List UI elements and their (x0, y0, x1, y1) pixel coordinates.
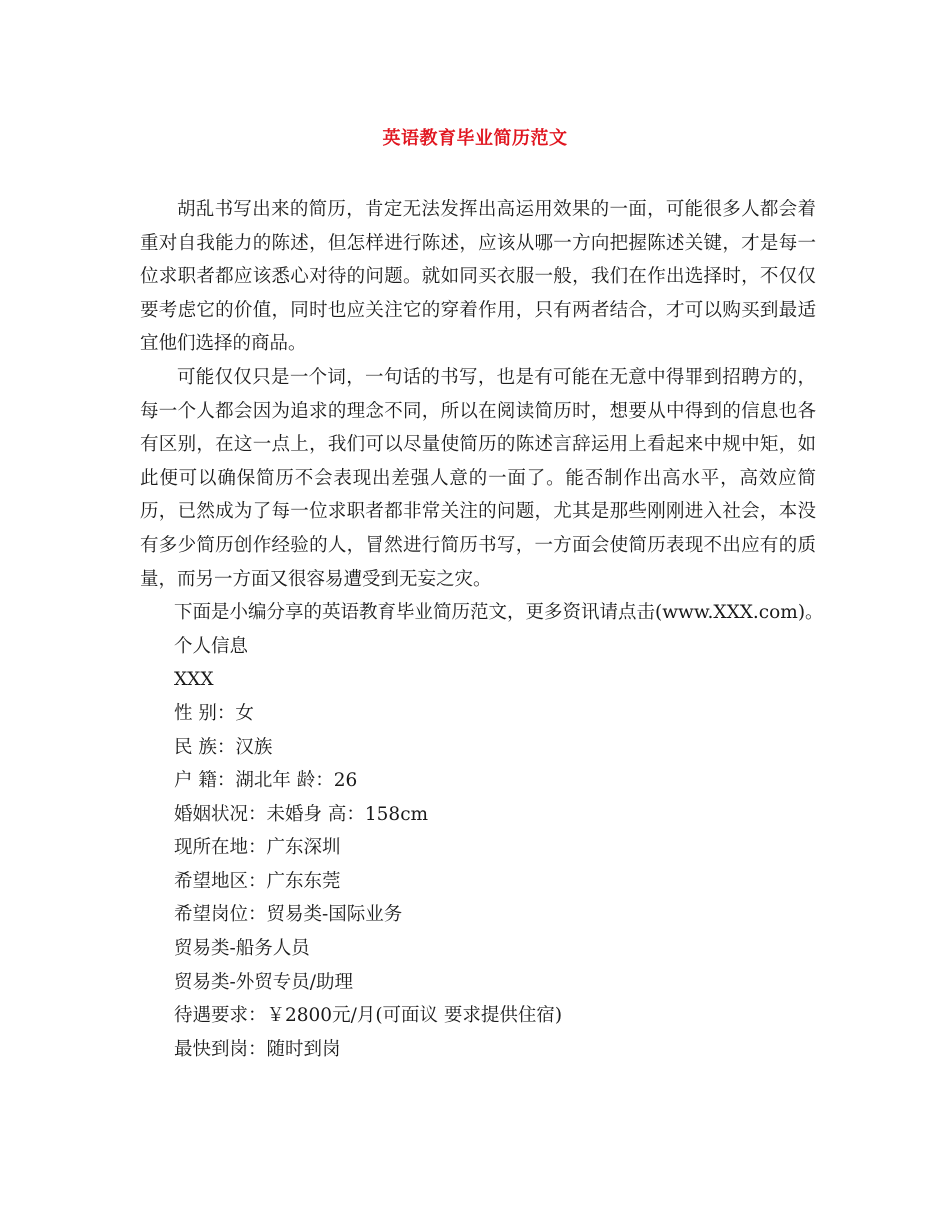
line-position-trade-assistant: 贸易类-外贸专员/助理 (174, 971, 353, 993)
paragraph-intro: 胡乱书写出来的简历，肯定无法发挥出高运用效果的一面，可能很多人都会着重对自我能力的陈述，但怎样进行陈述，应该从哪一方向把握陈述关键，才是每一位求职者都应该悉心对待的问题。就如同买衣服一般，我们在作出选择时，不仅仅要考虑它的价值，同时也应关注它的穿着作用，只有两者结合，才可以购买到最适宜他们选择的商品。 (140, 199, 816, 355)
line-household-age: 户 籍：湖北年 龄：26 (174, 770, 358, 792)
line-position-shipping: 贸易类-船务人员 (174, 938, 310, 960)
line-current-location: 现所在地：广东深圳 (174, 837, 341, 859)
section-heading-personal-info: 个人信息 (174, 635, 249, 657)
line-marital-height: 婚姻状况：未婚身 高：158cm (174, 803, 429, 825)
line-share-note: 下面是小编分享的英语教育毕业简历范文，更多资讯请点击(www.XXX.com)。 (174, 602, 824, 624)
line-gender: 性 别：女 (174, 702, 254, 724)
line-name: XXX (174, 669, 214, 691)
document-body (140, 193, 824, 1066)
line-salary: 待遇要求：￥2800元/月(可面议 要求提供住宿) (174, 1005, 563, 1027)
line-ethnicity: 民 族：汉族 (174, 736, 273, 758)
line-desired-region: 希望地区：广东东莞 (174, 870, 341, 892)
line-desired-position: 希望岗位：贸易类-国际业务 (174, 904, 403, 926)
document-title: 英语教育毕业简历范文 (382, 128, 568, 149)
paragraph-advice: 可能仅仅只是一个词，一句话的书写，也是有可能在无意中得罪到招聘方的，每一个人都会因为追求的理念不同，所以在阅读简历时，想要从中得到的信息也各有区别，在这一点上，我们可以尽量使简历的陈述言辞运用上看起来中规中矩，如此便可以确保简历不会表现出差强人意的一面了。能否制作出高水平，高效应简历，已然成为了每一位求职者都非常关注的问题，尤其是那些刚刚进入社会，本没有多少简历创作经验的人，冒然进行简历书写，一方面会使简历表现不出应有的质量，而另一方面又很容易遭受到无妄之灾。 (140, 366, 816, 590)
line-start-date: 最快到岗：随时到岗 (174, 1038, 341, 1060)
